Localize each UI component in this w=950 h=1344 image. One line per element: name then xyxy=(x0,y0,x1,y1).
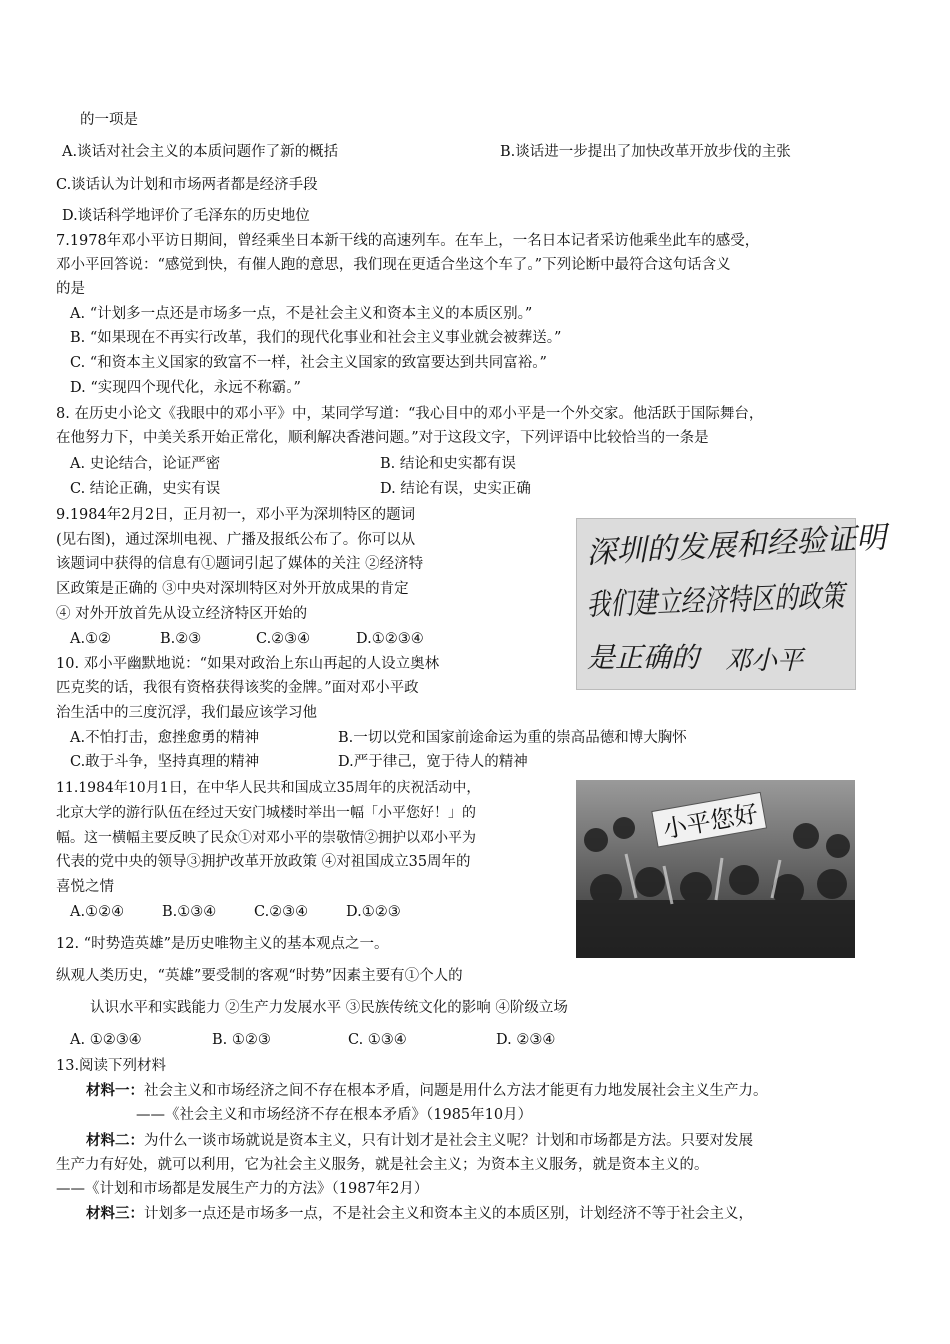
option-b: B.②③ xyxy=(160,631,202,647)
question-7-line: 邓小平回答说：“感觉到快，有催人跑的意思，我们现在更适合坐这个车了。”下列论断中最符合这句话含义 xyxy=(56,257,731,273)
option-d: D. ②③④ xyxy=(496,1032,556,1048)
option-c: C. 结论正确，史实有误 xyxy=(70,481,221,497)
option-a: A.①②④ xyxy=(70,904,125,920)
option-a: A. “计划多一点还是市场多一点，不是社会主义和资本主义的本质区别。” xyxy=(70,306,533,322)
option-a: A.不怕打击，愈挫愈勇的精神 xyxy=(70,730,260,746)
question-11-line: 11.1984年10月1日，在中华人民共和国成立35周年的庆祝活动中， xyxy=(56,780,481,796)
option-c: C.谈话认为计划和市场两者都是经济手段 xyxy=(56,177,318,193)
question-11-line: 代表的党中央的领导③拥护改革开放政策 ④对祖国成立35周年的 xyxy=(56,854,471,870)
question-7-line: 的是 xyxy=(56,281,85,297)
material-2 xyxy=(86,1131,753,1151)
material-label: 材料二： xyxy=(86,1132,144,1149)
option-d: D.严于律己，宽于待人的精神 xyxy=(338,754,528,770)
material-label: 材料一： xyxy=(86,1082,144,1099)
material-source: ——《计划和市场都是发展生产力的方法》（1987年2月） xyxy=(56,1181,429,1197)
option-b: B. “如果现在不再实行改革，我们的现代化事业和社会主义事业就会被葬送。” xyxy=(70,330,562,346)
question-11-line: 幅。这一横幅主要反映了民众①对邓小平的崇敬情②拥护以邓小平为 xyxy=(56,830,476,846)
question-8-line: 8. 在历史小论文《我眼中的邓小平》中，某同学写道：“我心目中的邓小平是一个外交家。他活跃于国际舞台， xyxy=(56,406,764,422)
option-d: D. “实现四个现代化，永远不称霸。” xyxy=(70,380,301,396)
option-c: C.敢于斗争，坚持真理的精神 xyxy=(70,754,260,770)
question-7-line: 7.1978年邓小平访日期间，曾经乘坐日本新干线的高速列车。在车上，一名日本记者采访他乘坐此车的感受， xyxy=(56,233,760,249)
material-3 xyxy=(86,1204,753,1224)
option-a: A.①② xyxy=(70,631,112,647)
option-b: B.一切以党和国家前途命运为重的崇高品德和博大胸怀 xyxy=(338,730,687,746)
calligraphy-row-1: 深圳的发展和经验证明 xyxy=(585,520,888,571)
text-line: 的一项是 xyxy=(80,112,138,128)
option-d: D.①②③④ xyxy=(356,631,424,647)
option-b: B. ①②③ xyxy=(212,1032,271,1048)
calligraphy-row-2: 我们建立经济特区的政策 xyxy=(586,576,918,623)
question-12-line: 12. “时势造英雄”是历史唯物主义的基本观点之一。 xyxy=(56,936,389,952)
option-c: C.②③④ xyxy=(254,904,309,920)
option-d: D.①②③ xyxy=(346,904,401,920)
question-9-line: 该题词中获得的信息有①题词引起了媒体的关注 ②经济特 xyxy=(56,556,424,572)
calligraphy-row-3: 是正确的 xyxy=(587,641,700,674)
question-10-line: 匹克奖的话，我很有资格获得该奖的金牌。”面对邓小平政 xyxy=(56,680,419,696)
option-b: B. 结论和史实都有误 xyxy=(380,456,516,472)
question-9-line: 9.1984年2月2日，正月初一，邓小平为深圳特区的题词 xyxy=(56,507,416,523)
question-9-line: 区政策是正确的 ③中央对深圳特区对外开放成果的肯定 xyxy=(56,581,409,597)
option-a: A.谈话对社会主义的本质问题作了新的概括 xyxy=(62,144,339,160)
material-source: ——《社会主义和市场经济不存在根本矛盾》（1985年10月） xyxy=(136,1107,533,1123)
material-text: 计划多一点还是市场多一点，不是社会主义和资本主义的本质区别，计划经济不等于社会主义， xyxy=(144,1206,753,1222)
material-label: 材料三： xyxy=(86,1205,144,1222)
question-9-line: ④ 对外开放首先从设立经济特区开始的 xyxy=(56,606,308,622)
material-text: 为什么一谈市场就说是资本主义，只有计划才是社会主义呢？计划和市场都是方法。只要对发展 xyxy=(144,1133,753,1149)
question-13-line: 13.阅读下列材料 xyxy=(56,1058,167,1074)
parade-drawing xyxy=(576,780,855,958)
option-b: B.①③④ xyxy=(162,904,217,920)
question-12-line: 纵观人类历史，“英雄”要受制的客观“时势”因素主要有①个人的 xyxy=(56,968,463,984)
option-d: D.谈话科学地评价了毛泽东的历史地位 xyxy=(62,208,310,224)
question-8-line: 在他努力下，中美关系开始正常化，顺利解决香港问题。”对于这段文字，下列评语中比较恰当的一条是 xyxy=(56,430,709,446)
calligraphy-signature: 邓小平 xyxy=(725,646,804,676)
question-10-line: 治生活中的三度沉浮，我们最应该学习他 xyxy=(56,705,317,721)
question-10-line: 10. 邓小平幽默地说：“如果对政治上东山再起的人设立奥林 xyxy=(56,656,440,672)
question-9-line: (见右图)，通过深圳电视、广播及报纸公布了。你可以从 xyxy=(56,532,416,548)
material-text: 生产力有好处，就可以利用，它为社会主义服务，就是社会主义；为资本主义服务，就是资本主义的。 xyxy=(56,1157,709,1173)
option-a: A. ①②③④ xyxy=(70,1032,142,1048)
question-11-line: 喜悦之情 xyxy=(56,879,114,895)
banner-text: 小平您好 xyxy=(660,799,761,844)
question-12-line: 认识水平和实践能力 ②生产力发展水平 ③民族传统文化的影响 ④阶级立场 xyxy=(90,1000,568,1016)
calligraphy-drawing xyxy=(577,519,918,689)
option-d: D. 结论有误，史实正确 xyxy=(380,481,531,497)
option-c: C.②③④ xyxy=(256,631,311,647)
option-c: C. ①③④ xyxy=(348,1032,407,1048)
option-c: C. “和资本主义国家的致富不一样，社会主义国家的致富要达到共同富裕。” xyxy=(70,355,547,371)
material-1 xyxy=(86,1081,768,1101)
option-b: B.谈话进一步提出了加快改革开放步伐的主张 xyxy=(500,144,791,160)
material-text: 社会主义和市场经济之间不存在根本矛盾，问题是用什么方法才能更有力地发展社会主义生产力。 xyxy=(144,1083,768,1099)
option-a: A. 史论结合，论证严密 xyxy=(70,456,221,472)
parade-photo xyxy=(576,780,855,958)
calligraphy-image xyxy=(576,518,918,690)
question-11-line: 北京大学的游行队伍在经过天安门城楼时举出一幅「小平您好！」的 xyxy=(56,805,476,821)
